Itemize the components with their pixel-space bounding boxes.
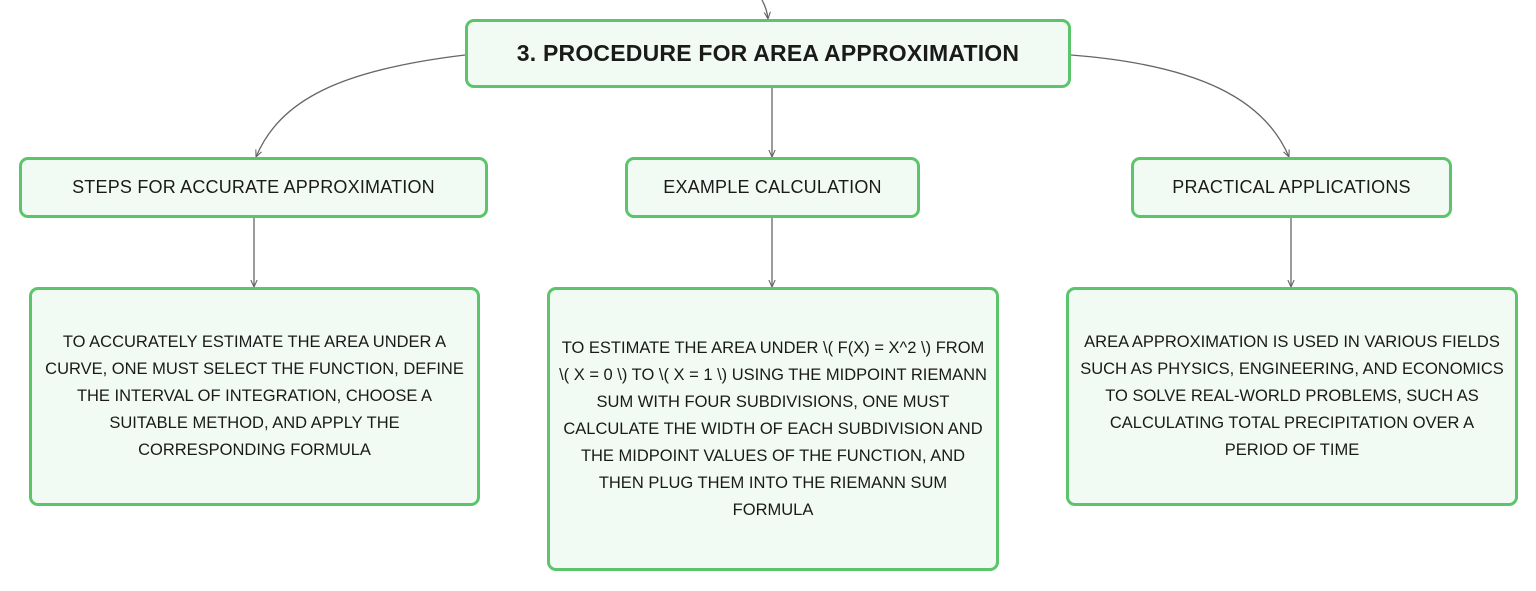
branch-node-applications-label: PRACTICAL APPLICATIONS xyxy=(1172,177,1411,197)
detail-node-steps[interactable] xyxy=(29,287,480,506)
branch-node-steps-label: STEPS FOR ACCURATE APPROXIMATION xyxy=(72,177,435,197)
incoming-connector xyxy=(762,0,768,19)
connector-root-to-apps xyxy=(1071,55,1289,157)
branch-node-example-label: EXAMPLE CALCULATION xyxy=(663,177,882,197)
branch-node-steps[interactable] xyxy=(19,157,488,218)
root-node-label: 3. PROCEDURE FOR AREA APPROXIMATION xyxy=(516,40,1020,66)
detail-node-applications[interactable] xyxy=(1066,287,1518,506)
branch-node-example[interactable] xyxy=(625,157,920,218)
detail-node-steps-text: TO ACCURATELY ESTIMATE THE AREA UNDER A CURVE, ONE MUST SELECT THE FUNCTION, DEFINE THE INTERVAL OF INTEGRATION, CHOOSE A SUITABLE METHOD, AND APPLY THE CORRESPONDING FORMULA xyxy=(45,333,464,459)
root-node[interactable] xyxy=(465,19,1071,88)
connector-root-to-steps xyxy=(256,55,465,157)
detail-node-applications-text: AREA APPROXIMATION IS USED IN VARIOUS FIELDS SUCH AS PHYSICS, ENGINEERING, AND ECONOMICS TO SOLVE REAL-WORLD PROBLEMS, SUCH AS CALCULATING TOTAL PRECIPITATION OVER A PERIOD OF TIME xyxy=(1080,333,1504,459)
detail-node-example[interactable] xyxy=(547,287,999,571)
detail-node-example-text: TO ESTIMATE THE AREA UNDER \( F(X) = X^2 \) FROM \( X = 0 \) TO \( X = 1 \) USING THE MIDPOINT RIEMANN SUM WITH FOUR SUBDIVISIONS, ONE MUST CALCULATE THE WIDTH OF EACH SUBDIVISION AND THE MIDPOINT VALUES OF THE FUNCTION, AND THEN PLUG THEM INTO THE RIEMANN SUM FORMULA xyxy=(559,338,987,519)
branch-node-applications[interactable] xyxy=(1131,157,1452,218)
